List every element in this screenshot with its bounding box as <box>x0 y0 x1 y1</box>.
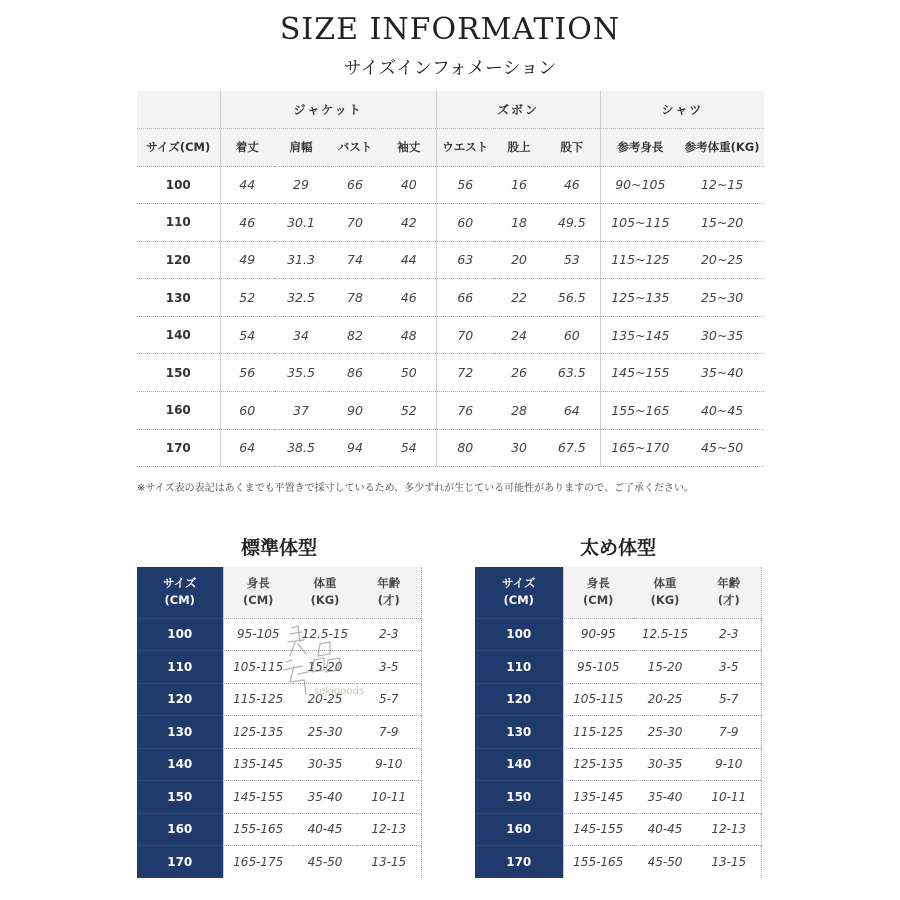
value-cell: 52 <box>220 279 274 317</box>
size-cell: 130 <box>137 279 220 317</box>
value-cell: 10-11 <box>697 781 761 814</box>
value-cell: 135-145 <box>223 748 293 781</box>
value-cell: 25~30 <box>680 279 764 317</box>
value-cell: 165-175 <box>223 846 293 879</box>
header-line: 年齢 <box>377 576 401 591</box>
size-cell: 150 <box>475 781 563 814</box>
value-cell: 45~50 <box>680 429 764 467</box>
value-cell: 66 <box>436 279 494 317</box>
header-line: (CM) <box>164 593 195 608</box>
value-cell: 64 <box>220 429 274 467</box>
value-cell: 25-30 <box>633 716 697 749</box>
size-cell: 160 <box>475 813 563 846</box>
header-line: (KG) <box>310 593 340 608</box>
table-row <box>137 392 764 430</box>
value-cell: 35-40 <box>633 781 697 814</box>
value-cell: 64 <box>544 392 600 430</box>
value-cell: 145-155 <box>563 813 633 846</box>
value-cell: 2-3 <box>697 618 761 651</box>
size-table-body <box>137 166 764 467</box>
size-cell: 150 <box>137 781 223 814</box>
table-row <box>475 846 761 879</box>
size-cell: 170 <box>137 429 220 467</box>
size-cell: 130 <box>137 716 223 749</box>
header-line: サイズ <box>501 576 536 591</box>
column-header: バスト <box>328 128 382 166</box>
table-row <box>137 846 421 879</box>
value-cell: 16 <box>494 166 544 204</box>
value-cell: 15-20 <box>293 651 357 684</box>
standard-body-title: 標準体型 <box>240 537 317 559</box>
value-cell: 9-10 <box>697 748 761 781</box>
column-header <box>563 567 633 618</box>
table-row <box>475 781 761 814</box>
size-table-column-header <box>137 128 764 166</box>
value-cell: 2-3 <box>357 618 421 651</box>
value-cell: 82 <box>328 316 382 354</box>
header-line: 年齢 <box>717 576 741 591</box>
value-cell: 3-5 <box>697 651 761 684</box>
value-cell: 46 <box>220 204 274 242</box>
table-row <box>475 651 761 684</box>
value-cell: 12-13 <box>697 813 761 846</box>
column-header: 股上 <box>494 128 544 166</box>
value-cell: 30~35 <box>680 316 764 354</box>
value-cell: 45-50 <box>633 846 697 879</box>
value-cell: 90-95 <box>563 618 633 651</box>
plus-body-table <box>475 567 762 878</box>
value-cell: 12~15 <box>680 166 764 204</box>
column-header <box>697 567 761 618</box>
value-cell: 28 <box>494 392 544 430</box>
value-cell: 63.5 <box>544 354 600 392</box>
disclaimer-note: ※サイズ表の表記はあくまでも平置きで採寸しているため、多少ずれが生じている可能性がありますので、ご了承ください。 <box>137 483 694 494</box>
value-cell: 145-155 <box>223 781 293 814</box>
column-header <box>223 567 293 618</box>
value-cell: 48 <box>382 316 436 354</box>
value-cell: 145~155 <box>600 354 680 392</box>
value-cell: 44 <box>220 166 274 204</box>
value-cell: 49 <box>220 241 274 279</box>
size-table-group-header <box>137 91 764 128</box>
value-cell: 31.3 <box>274 241 328 279</box>
group-jacket: ジャケット <box>220 91 436 128</box>
value-cell: 125~135 <box>600 279 680 317</box>
size-cell: 100 <box>475 618 563 651</box>
value-cell: 54 <box>220 316 274 354</box>
table-row <box>475 618 761 651</box>
value-cell: 90 <box>328 392 382 430</box>
value-cell: 12.5-15 <box>293 618 357 651</box>
value-cell: 60 <box>220 392 274 430</box>
column-header: 参考体重(KG) <box>680 128 764 166</box>
value-cell: 30 <box>494 429 544 467</box>
value-cell: 135-145 <box>563 781 633 814</box>
value-cell: 10-11 <box>357 781 421 814</box>
header-line: 体重 <box>653 576 677 591</box>
table-row <box>137 716 421 749</box>
value-cell: 50 <box>382 354 436 392</box>
value-cell: 56.5 <box>544 279 600 317</box>
value-cell: 29 <box>274 166 328 204</box>
value-cell: 5-7 <box>357 683 421 716</box>
value-cell: 34 <box>274 316 328 354</box>
size-cell: 120 <box>475 683 563 716</box>
page-subtitle: サイズインフォメーション <box>343 58 557 79</box>
value-cell: 66 <box>328 166 382 204</box>
standard-table-header <box>137 567 421 618</box>
header-line: (才) <box>717 593 740 608</box>
value-cell: 12-13 <box>357 813 421 846</box>
size-cell: 170 <box>137 846 223 879</box>
value-cell: 74 <box>328 241 382 279</box>
page-title: SIZE INFORMATION <box>279 12 621 47</box>
value-cell: 18 <box>494 204 544 242</box>
value-cell: 40-45 <box>633 813 697 846</box>
value-cell: 56 <box>436 166 494 204</box>
value-cell: 80 <box>436 429 494 467</box>
value-cell: 115-125 <box>223 683 293 716</box>
header-line: 身長 <box>246 576 270 591</box>
value-cell: 30.1 <box>274 204 328 242</box>
value-cell: 13-15 <box>697 846 761 879</box>
value-cell: 37 <box>274 392 328 430</box>
value-cell: 42 <box>382 204 436 242</box>
value-cell: 46 <box>382 279 436 317</box>
size-cell: 140 <box>475 748 563 781</box>
value-cell: 35~40 <box>680 354 764 392</box>
value-cell: 53 <box>544 241 600 279</box>
value-cell: 54 <box>382 429 436 467</box>
value-cell: 90~105 <box>600 166 680 204</box>
group-pants: ズボン <box>436 91 600 128</box>
value-cell: 20-25 <box>293 683 357 716</box>
value-cell: 165~170 <box>600 429 680 467</box>
table-row <box>475 683 761 716</box>
table-row <box>137 354 764 392</box>
shop-logo-watermark <box>268 620 365 700</box>
value-cell: 125-135 <box>223 716 293 749</box>
value-cell: 7-9 <box>697 716 761 749</box>
value-cell: 7-9 <box>357 716 421 749</box>
value-cell: 95-105 <box>563 651 633 684</box>
header-line: (KG) <box>650 593 680 608</box>
size-cell: 130 <box>475 716 563 749</box>
size-cell: 110 <box>475 651 563 684</box>
size-cell: 140 <box>137 316 220 354</box>
column-header: 着丈 <box>220 128 274 166</box>
value-cell: 45-50 <box>293 846 357 879</box>
column-header: ウエスト <box>436 128 494 166</box>
value-cell: 94 <box>328 429 382 467</box>
value-cell: 135~145 <box>600 316 680 354</box>
size-table <box>137 91 764 467</box>
value-cell: 155~165 <box>600 392 680 430</box>
size-cell: 140 <box>137 748 223 781</box>
column-header: 参考身長 <box>600 128 680 166</box>
value-cell: 155-165 <box>223 813 293 846</box>
table-row <box>137 204 764 242</box>
value-cell: 22 <box>494 279 544 317</box>
table-row <box>137 166 764 204</box>
value-cell: 32.5 <box>274 279 328 317</box>
value-cell: 70 <box>436 316 494 354</box>
column-header: 肩幅 <box>274 128 328 166</box>
table-row <box>137 748 421 781</box>
value-cell: 78 <box>328 279 382 317</box>
column-header: サイズ(CM) <box>137 128 220 166</box>
table-row <box>475 716 761 749</box>
value-cell: 20~25 <box>680 241 764 279</box>
value-cell: 40-45 <box>293 813 357 846</box>
group-shirt: シャツ <box>600 91 764 128</box>
value-cell: 30-35 <box>633 748 697 781</box>
value-cell: 115~125 <box>600 241 680 279</box>
value-cell: 67.5 <box>544 429 600 467</box>
header-line: 体重 <box>313 576 337 591</box>
value-cell: 15~20 <box>680 204 764 242</box>
column-header <box>475 567 563 618</box>
value-cell: 125-135 <box>563 748 633 781</box>
size-cell: 120 <box>137 241 220 279</box>
value-cell: 24 <box>494 316 544 354</box>
value-cell: 70 <box>328 204 382 242</box>
value-cell: 105-115 <box>223 651 293 684</box>
size-cell: 110 <box>137 651 223 684</box>
column-header: 袖丈 <box>382 128 436 166</box>
table-row <box>475 748 761 781</box>
value-cell: 13-15 <box>357 846 421 879</box>
value-cell: 35-40 <box>293 781 357 814</box>
value-cell: 15-20 <box>633 651 697 684</box>
value-cell: 49.5 <box>544 204 600 242</box>
standard-body-table <box>137 567 422 878</box>
header-line: 身長 <box>586 576 610 591</box>
value-cell: 115-125 <box>563 716 633 749</box>
size-cell: 170 <box>475 846 563 879</box>
value-cell: 20-25 <box>633 683 697 716</box>
value-cell: 155-165 <box>563 846 633 879</box>
column-header <box>137 567 223 618</box>
value-cell: 20 <box>494 241 544 279</box>
value-cell: 40~45 <box>680 392 764 430</box>
header-line: サイズ <box>162 576 197 591</box>
table-row <box>137 429 764 467</box>
value-cell: 86 <box>328 354 382 392</box>
blank-cell <box>137 91 220 128</box>
column-header <box>293 567 357 618</box>
value-cell: 60 <box>436 204 494 242</box>
value-cell: 46 <box>544 166 600 204</box>
table-row <box>475 813 761 846</box>
value-cell: 72 <box>436 354 494 392</box>
size-cell: 160 <box>137 392 220 430</box>
size-cell: 100 <box>137 618 223 651</box>
column-header: 股下 <box>544 128 600 166</box>
value-cell: 60 <box>544 316 600 354</box>
value-cell: 30-35 <box>293 748 357 781</box>
value-cell: 25-30 <box>293 716 357 749</box>
header-line: (CM) <box>243 593 274 608</box>
value-cell: 44 <box>382 241 436 279</box>
watermark-text: sekigoods <box>314 686 365 697</box>
value-cell: 76 <box>436 392 494 430</box>
value-cell: 40 <box>382 166 436 204</box>
table-row <box>137 279 764 317</box>
column-header <box>633 567 697 618</box>
table-row <box>137 813 421 846</box>
value-cell: 105-115 <box>563 683 633 716</box>
header-line: (才) <box>377 593 400 608</box>
size-cell: 160 <box>137 813 223 846</box>
value-cell: 5-7 <box>697 683 761 716</box>
value-cell: 3-5 <box>357 651 421 684</box>
value-cell: 63 <box>436 241 494 279</box>
plus-table-header <box>475 567 761 618</box>
value-cell: 35.5 <box>274 354 328 392</box>
value-cell: 52 <box>382 392 436 430</box>
size-cell: 100 <box>137 166 220 204</box>
value-cell: 95-105 <box>223 618 293 651</box>
value-cell: 105~115 <box>600 204 680 242</box>
plus-body-title: 太め体型 <box>579 537 656 559</box>
header-line: (CM) <box>583 593 614 608</box>
value-cell: 26 <box>494 354 544 392</box>
table-row <box>137 316 764 354</box>
size-cell: 120 <box>137 683 223 716</box>
value-cell: 38.5 <box>274 429 328 467</box>
table-row <box>137 241 764 279</box>
plus-table-body <box>475 618 761 878</box>
size-cell: 110 <box>137 204 220 242</box>
column-header <box>357 567 421 618</box>
header-line: (CM) <box>503 593 534 608</box>
value-cell: 12.5-15 <box>633 618 697 651</box>
size-cell: 150 <box>137 354 220 392</box>
table-row <box>137 781 421 814</box>
value-cell: 56 <box>220 354 274 392</box>
value-cell: 9-10 <box>357 748 421 781</box>
